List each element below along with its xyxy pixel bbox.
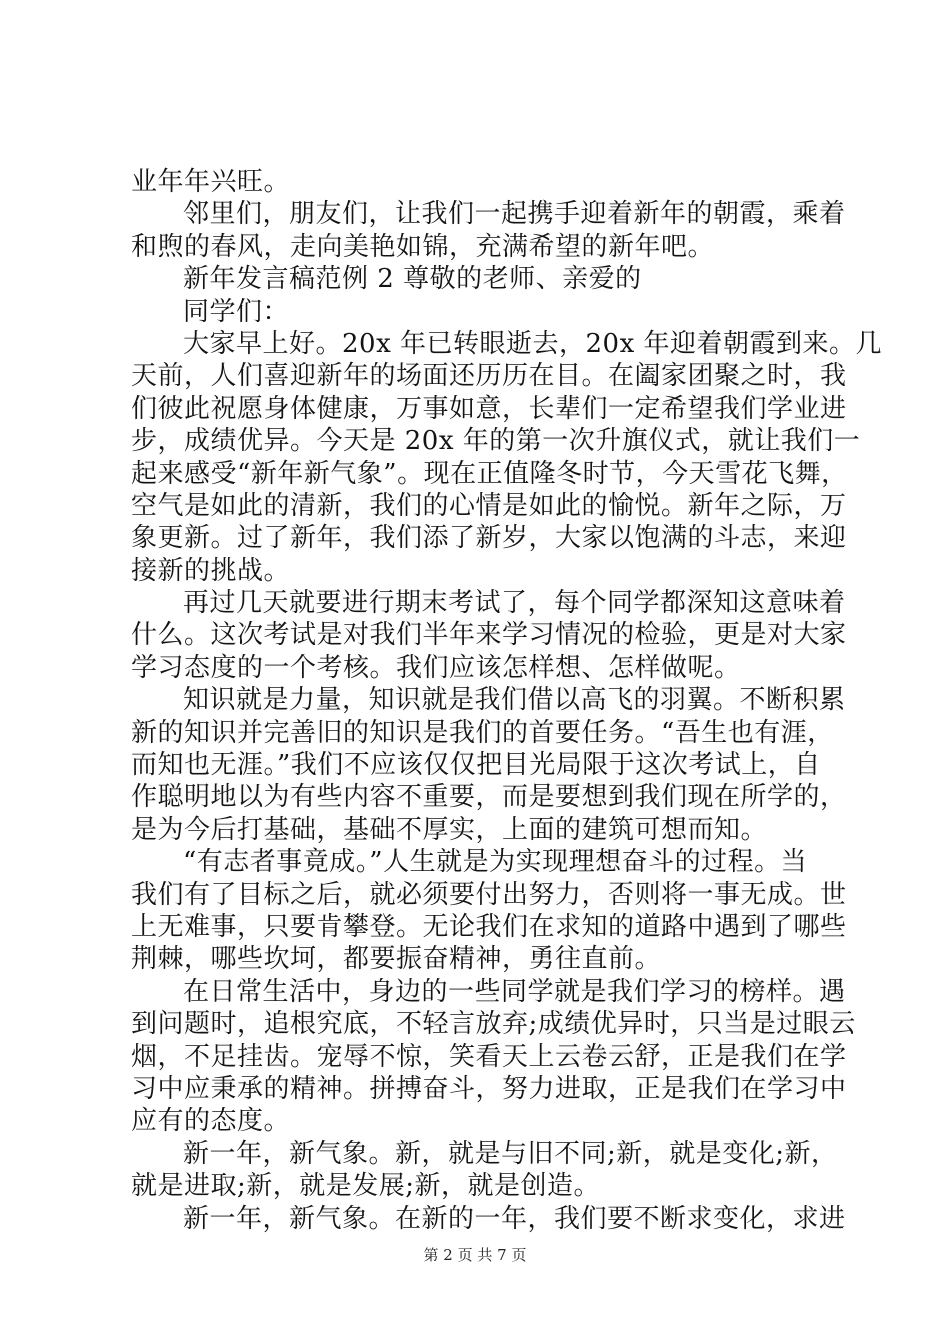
text-line: 我们有了目标之后，就必须要付出努力，否则将一事无成。世 bbox=[131, 879, 847, 910]
text-line: 和煦的春风，走向美艳如锦，充满希望的新年吧。 bbox=[131, 231, 715, 262]
document-body bbox=[131, 166, 883, 1235]
text-line: 空气是如此的清新，我们的心情是如此的愉悦。新年之际，万 bbox=[131, 490, 847, 521]
text-line: 起来感受“新年新气象”。现在正值隆冬时节，今天雪花飞舞， bbox=[131, 458, 848, 489]
text-line: 上无难事，只要肯攀登。无论我们在求知的道路中遇到了哪些 bbox=[131, 911, 847, 942]
text-line: 是为今后打基础，基础不厚实，上面的建筑可想而知。 bbox=[131, 814, 768, 845]
text-line: 学习态度的一个考核。我们应该怎样想、怎样做呢。 bbox=[131, 652, 741, 683]
text-line: 新一年，新气象。新，就是与旧不同;新，就是变化;新， bbox=[183, 1138, 838, 1169]
page-number: 第 2 页 共 7 页 bbox=[423, 1246, 527, 1264]
text-line: 到问题时，追根究底，不轻言放弃;成绩优异时，只当是过眼云 bbox=[131, 1009, 856, 1040]
text-line: 象更新。过了新年，我们添了新岁，大家以饱满的斗志，来迎 bbox=[131, 523, 847, 554]
text-line: 什么。这次考试是对我们半年来学习情况的检验，更是对大家 bbox=[131, 620, 847, 651]
text-line: 步，成绩优异。今天是 20x 年的第一次升旗仪式，就让我们一 bbox=[131, 426, 861, 457]
text-line: 邻里们，朋友们，让我们一起携手迎着新年的朝霞，乘着 bbox=[183, 199, 846, 230]
text-line: 大家早上好。20x 年已转眼逝去，20x 年迎着朝霞到来。几 bbox=[183, 328, 883, 359]
text-line: 新的知识并完善旧的知识是我们的首要任务。“吾生也有涯， bbox=[131, 717, 834, 748]
text-line: 应有的态度。 bbox=[131, 1106, 291, 1137]
text-line: 接新的挑战。 bbox=[131, 555, 291, 586]
text-line: 在日常生活中，身边的一些同学就是我们学习的榜样。遇 bbox=[183, 976, 846, 1007]
text-line: 就是进取;新，就是发展;新，就是创造。 bbox=[131, 1171, 601, 1202]
text-line: 荆棘，哪些坎坷，都要振奋精神，勇往直前。 bbox=[131, 944, 662, 975]
text-line: 新年发言稿范例 2 尊敬的老师、亲爱的 bbox=[183, 264, 642, 295]
text-line: 天前，人们喜迎新年的场面还历历在目。在阖家团聚之时，我 bbox=[131, 361, 847, 392]
text-line: “有志者事竟成。”人生就是为实现理想奋斗的过程。当 bbox=[183, 847, 808, 878]
text-line: 们彼此祝愿身体健康，万事如意，长辈们一定希望我们学业进 bbox=[131, 393, 847, 424]
text-line: 业年年兴旺。 bbox=[131, 167, 291, 197]
text-line: 再过几天就要进行期末考试了，每个同学都深知这意味着 bbox=[183, 588, 846, 619]
text-line: 而知也无涯。”我们不应该仅仅把目光局限于这次考试上，自 bbox=[131, 750, 821, 781]
text-line: 习中应秉承的精神。拼搏奋斗，努力进取，正是我们在学习中 bbox=[131, 1073, 847, 1104]
text-line: 烟，不足挂齿。宠辱不惊，笑看天上云卷云舒，正是我们在学 bbox=[131, 1041, 847, 1072]
text-line: 知识就是力量，知识就是我们借以高飞的羽翼。不断积累 bbox=[183, 685, 846, 716]
text-line: 同学们： bbox=[183, 296, 290, 327]
text-line: 作聪明地以为有些内容不重要，而是要想到我们现在所学的， bbox=[131, 782, 847, 813]
text-line: 新一年，新气象。在新的一年，我们要不断求变化，求进 bbox=[183, 1203, 846, 1234]
